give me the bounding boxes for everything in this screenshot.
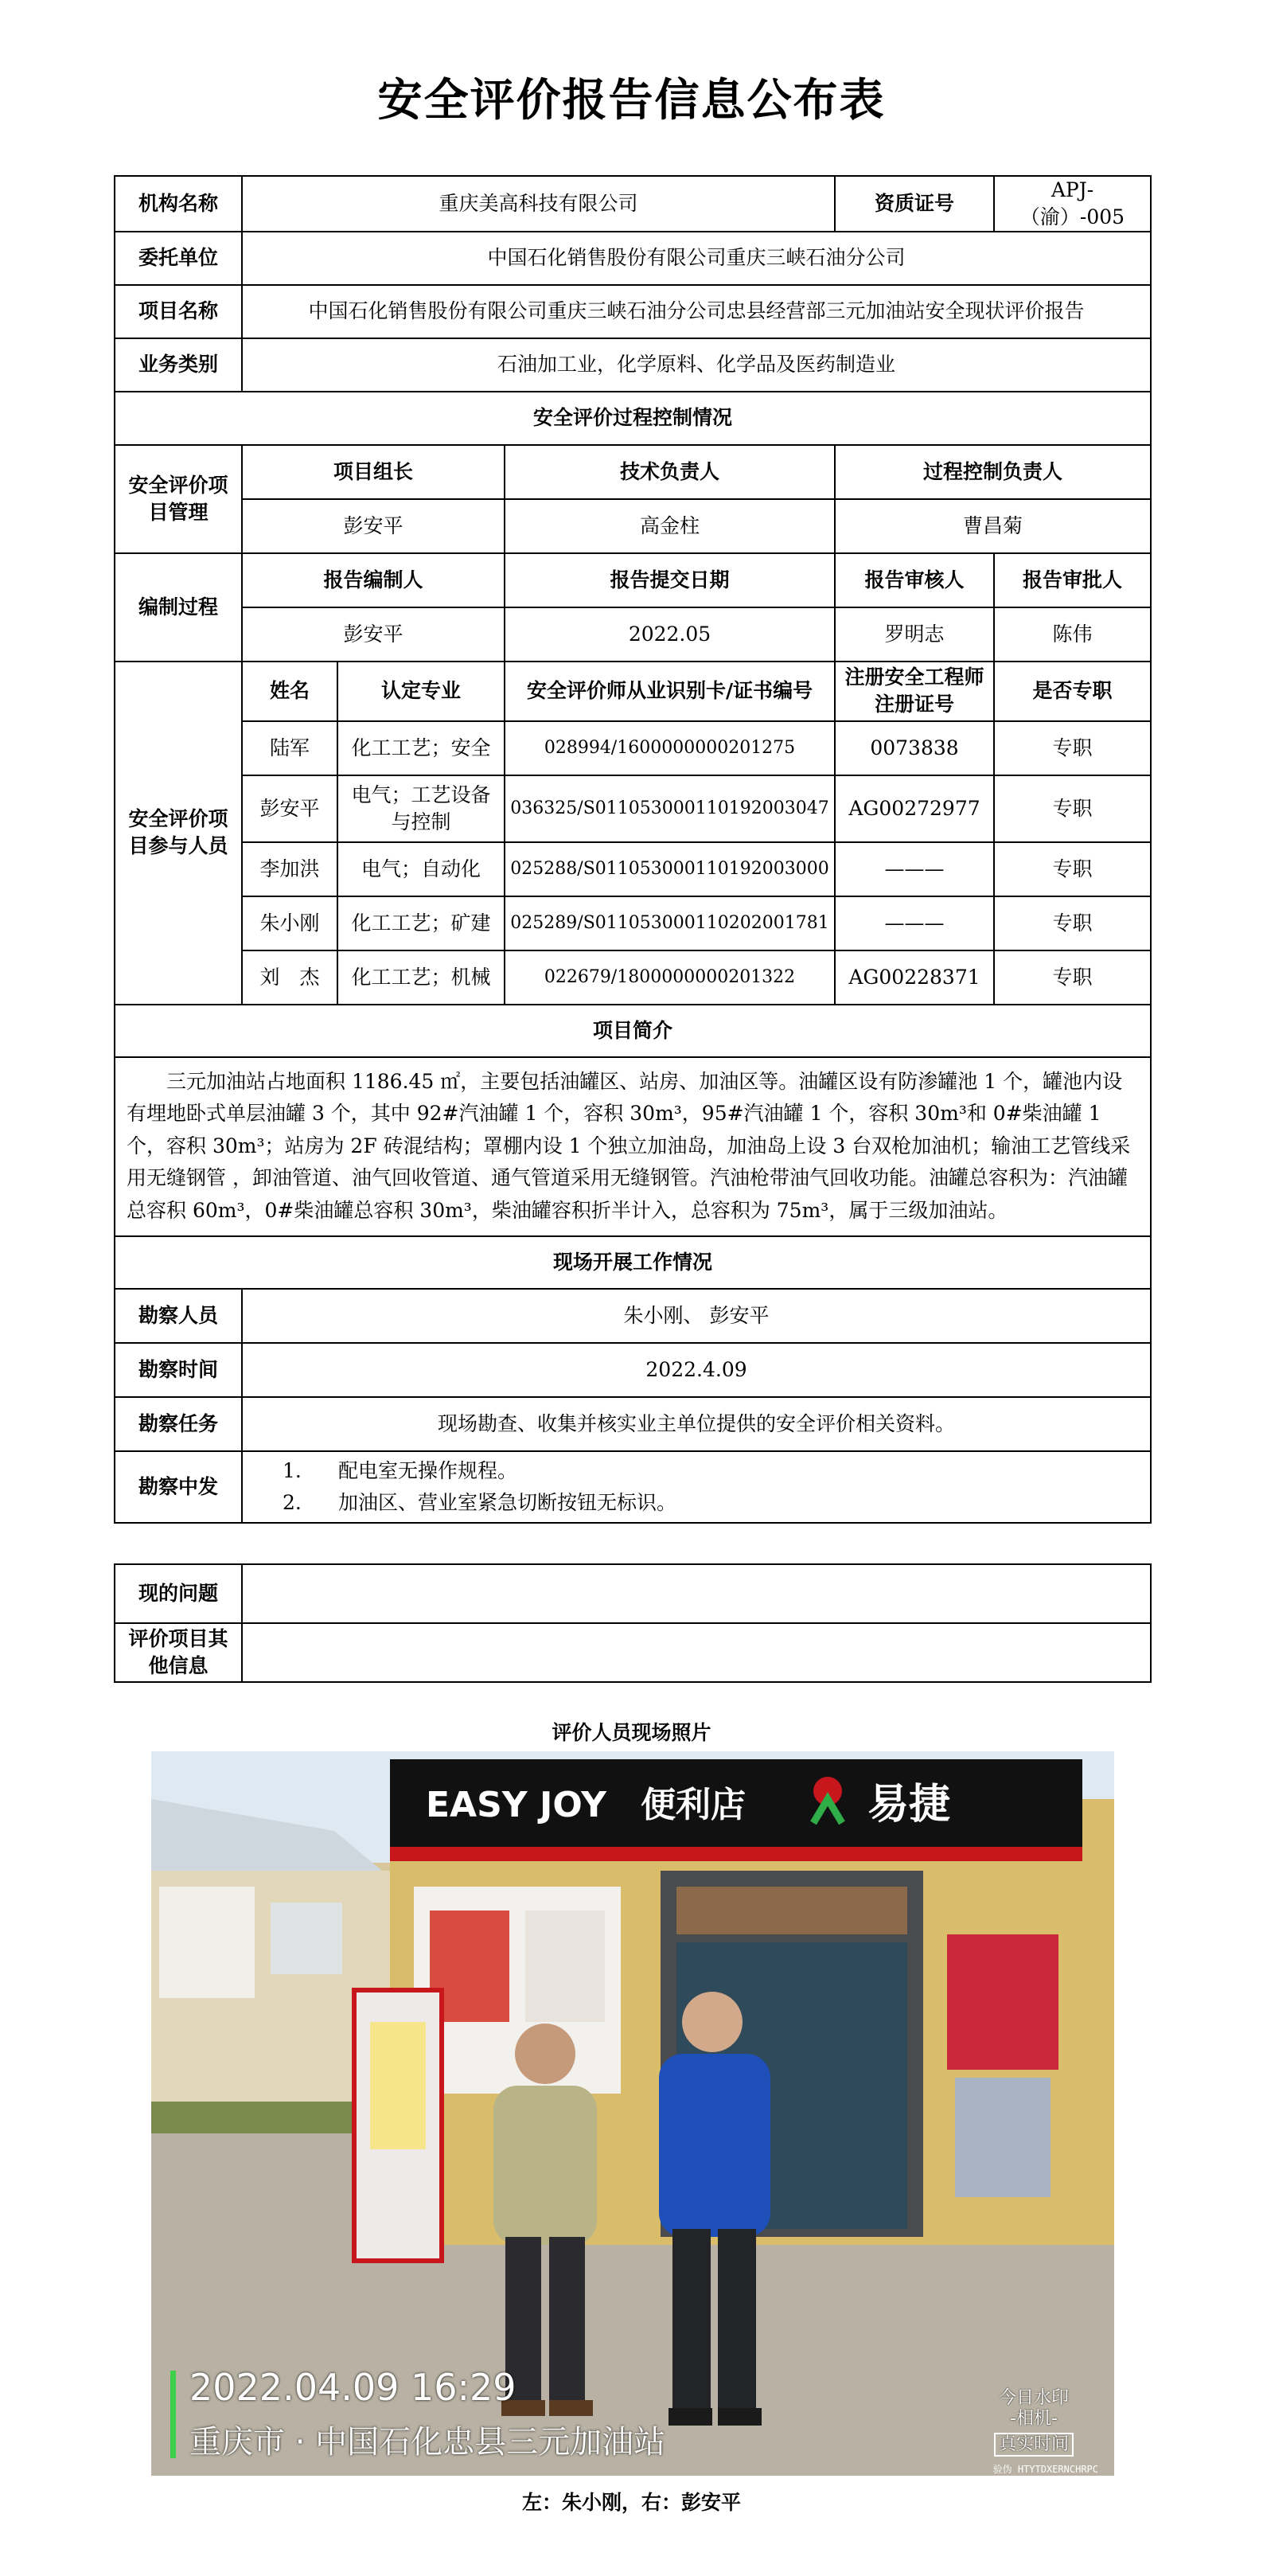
photo-caption: 左：朱小刚，右：彭安平 [521,2491,741,2514]
page-title: 安全评价报告信息公布表 [377,75,886,127]
participant-fulltime: 专职 [994,721,1151,775]
inspectors-label: 勘察人员 [115,1289,242,1343]
list-item: 2. 加油区、营业室紧急切断按钮无标识。 [283,1490,677,1514]
watermark-time: 2022.04.09 16:29 [189,2366,517,2409]
extra-info-table [114,1563,1152,1683]
management-control: 曹昌菊 [835,499,1151,553]
participant-reg: AG00228371 [835,950,994,1005]
table-row [115,842,1151,896]
participant-reg: AG00272977 [835,775,994,842]
participant-fulltime: 专职 [994,896,1151,950]
info-table [114,175,1152,1524]
compile-reviewer: 罗明志 [835,607,994,662]
participant-card: 025289/S011053000110202001781 [505,896,835,950]
management-header-tech: 技术负责人 [505,445,835,499]
project-value: 中国石化销售股份有限公司重庆三峡石油分公司忠县经营部三元加油站安全现状评价报告 [242,285,1151,338]
other-info-label: 评价项目其他信息 [115,1623,242,1682]
compile-author: 彭安平 [242,607,505,662]
participant-name: 刘 杰 [242,950,337,1005]
compile-header-date: 报告提交日期 [505,553,835,607]
participant-major: 化工工艺；矿建 [337,896,505,950]
org-name-label: 机构名称 [115,176,242,232]
cert-label: 资质证号 [835,176,994,232]
participants-header-fulltime: 是否专职 [994,662,1151,721]
participants-header-card: 安全评价师从业识别卡/证书编号 [505,662,835,721]
participant-card: 028994/1600000000201275 [505,721,835,775]
issues-list [242,1451,1151,1523]
table-row [115,721,1151,775]
site-photo [151,1751,1114,2476]
participant-reg: 0073838 [835,721,994,775]
participant-card: 036325/S011053000110192003047 [505,775,835,842]
brand-sign-cn: 易捷 [867,1781,951,1829]
participant-card: 022679/1800000000201322 [505,950,835,1005]
issues-label: 勘察中发 [115,1451,242,1523]
participant-name: 朱小刚 [242,896,337,950]
participants-header-name: 姓名 [242,662,337,721]
compile-date: 2022.05 [505,607,835,662]
business-value: 石油加工业，化学原料、化学品及医药制造业 [242,338,1151,392]
table-row [115,775,1151,842]
participants-header-major: 认定专业 [337,662,505,721]
field-section-title: 现场开展工作情况 [115,1236,1151,1289]
participant-reg: ——— [835,896,994,950]
problems-label: 现的问题 [115,1564,242,1623]
cert-number: APJ-（渝）-005 [994,176,1151,232]
project-label: 项目名称 [115,285,242,338]
participant-fulltime: 专职 [994,775,1151,842]
other-info-value [242,1623,1151,1682]
participants-label: 安全评价项目参与人员 [115,662,242,1005]
watermark-stamp: 今日水印 -相机- 真实时间 [974,2388,1093,2457]
participant-major: 电气；工艺设备与控制 [337,775,505,842]
compile-header-reviewer: 报告审核人 [835,553,994,607]
participant-major: 电气；自动化 [337,842,505,896]
store-sign-cn: 便利店 [641,1785,746,1825]
inspectors-value: 朱小刚、 彭安平 [242,1289,1151,1343]
list-item: 1. 配电室无操作规程。 [283,1458,518,1482]
photo-section-title: 评价人员现场照片 [552,1721,711,1744]
management-header-control: 过程控制负责人 [835,445,1151,499]
management-leader: 彭安平 [242,499,505,553]
process-section-title: 安全评价过程控制情况 [115,392,1151,445]
compile-label: 编制过程 [115,553,242,662]
watermark-code: 验伪 HTYTDXERNCHRPC [992,2464,1098,2475]
participant-name: 彭安平 [242,775,337,842]
inspection-time-value: 2022.4.09 [242,1343,1151,1397]
intro-section-title: 项目简介 [115,1005,1151,1057]
participant-fulltime: 专职 [994,842,1151,896]
participant-fulltime: 专职 [994,950,1151,1005]
watermark-bar [170,2371,176,2458]
management-label: 安全评价项目管理 [115,445,242,553]
participant-reg: ——— [835,842,994,896]
client-value: 中国石化销售股份有限公司重庆三峡石油分公司 [242,232,1151,285]
participants-header-reg: 注册安全工程师注册证号 [835,662,994,721]
participant-card: 025288/S011053000110192003000 [505,842,835,896]
participant-name: 李加洪 [242,842,337,896]
management-tech: 高金柱 [505,499,835,553]
project-intro-text: 三元加油站占地面积 1186.45 ㎡，主要包括油罐区、站房、加油区等。油罐区设有防渗罐池 1 个，罐池内设有埋地卧式单层油罐 3 个，其中 92#汽油罐 1 个，容积 30m³，95#汽油罐 1 个，容积 30m³和 0#柴油罐 1 个，容积 30m³；站房为 2F 砖混结构；罩棚内设 1 个独立加油岛，加油岛上设 3 台双枪加油机；输油工艺管线采用无缝钢管 ，卸油管道、油气回收管道、通气管道采用无缝钢管。汽油枪带油气回收功能。油罐总容积为：汽油罐总容积 60m³，0#柴油罐总容积 30m³，柴油罐容积折半计入，总容积为 75m³，属于三级加油站。 [127,1069,1131,1222]
compile-header-approver: 报告审批人 [994,553,1151,607]
inspection-time-label: 勘察时间 [115,1343,242,1397]
table-row [115,896,1151,950]
inspection-task-value: 现场勘查、收集并核实业主单位提供的安全评价相关资料。 [242,1397,1151,1451]
participant-major: 化工工艺；机械 [337,950,505,1005]
participant-major: 化工工艺；安全 [337,721,505,775]
problems-value [242,1564,1151,1623]
business-label: 业务类别 [115,338,242,392]
compile-header-author: 报告编制人 [242,553,505,607]
inspection-task-label: 勘察任务 [115,1397,242,1451]
participant-name: 陆军 [242,721,337,775]
project-intro [115,1057,1151,1236]
watermark-location: 重庆市 · 中国石化忠县三元加油站 [189,2424,666,2461]
store-sign-en: EASY JOY [426,1785,607,1825]
org-name: 重庆美高科技有限公司 [242,176,835,232]
compile-approver: 陈伟 [994,607,1151,662]
client-label: 委托单位 [115,232,242,285]
table-row [115,950,1151,1005]
management-header-leader: 项目组长 [242,445,505,499]
